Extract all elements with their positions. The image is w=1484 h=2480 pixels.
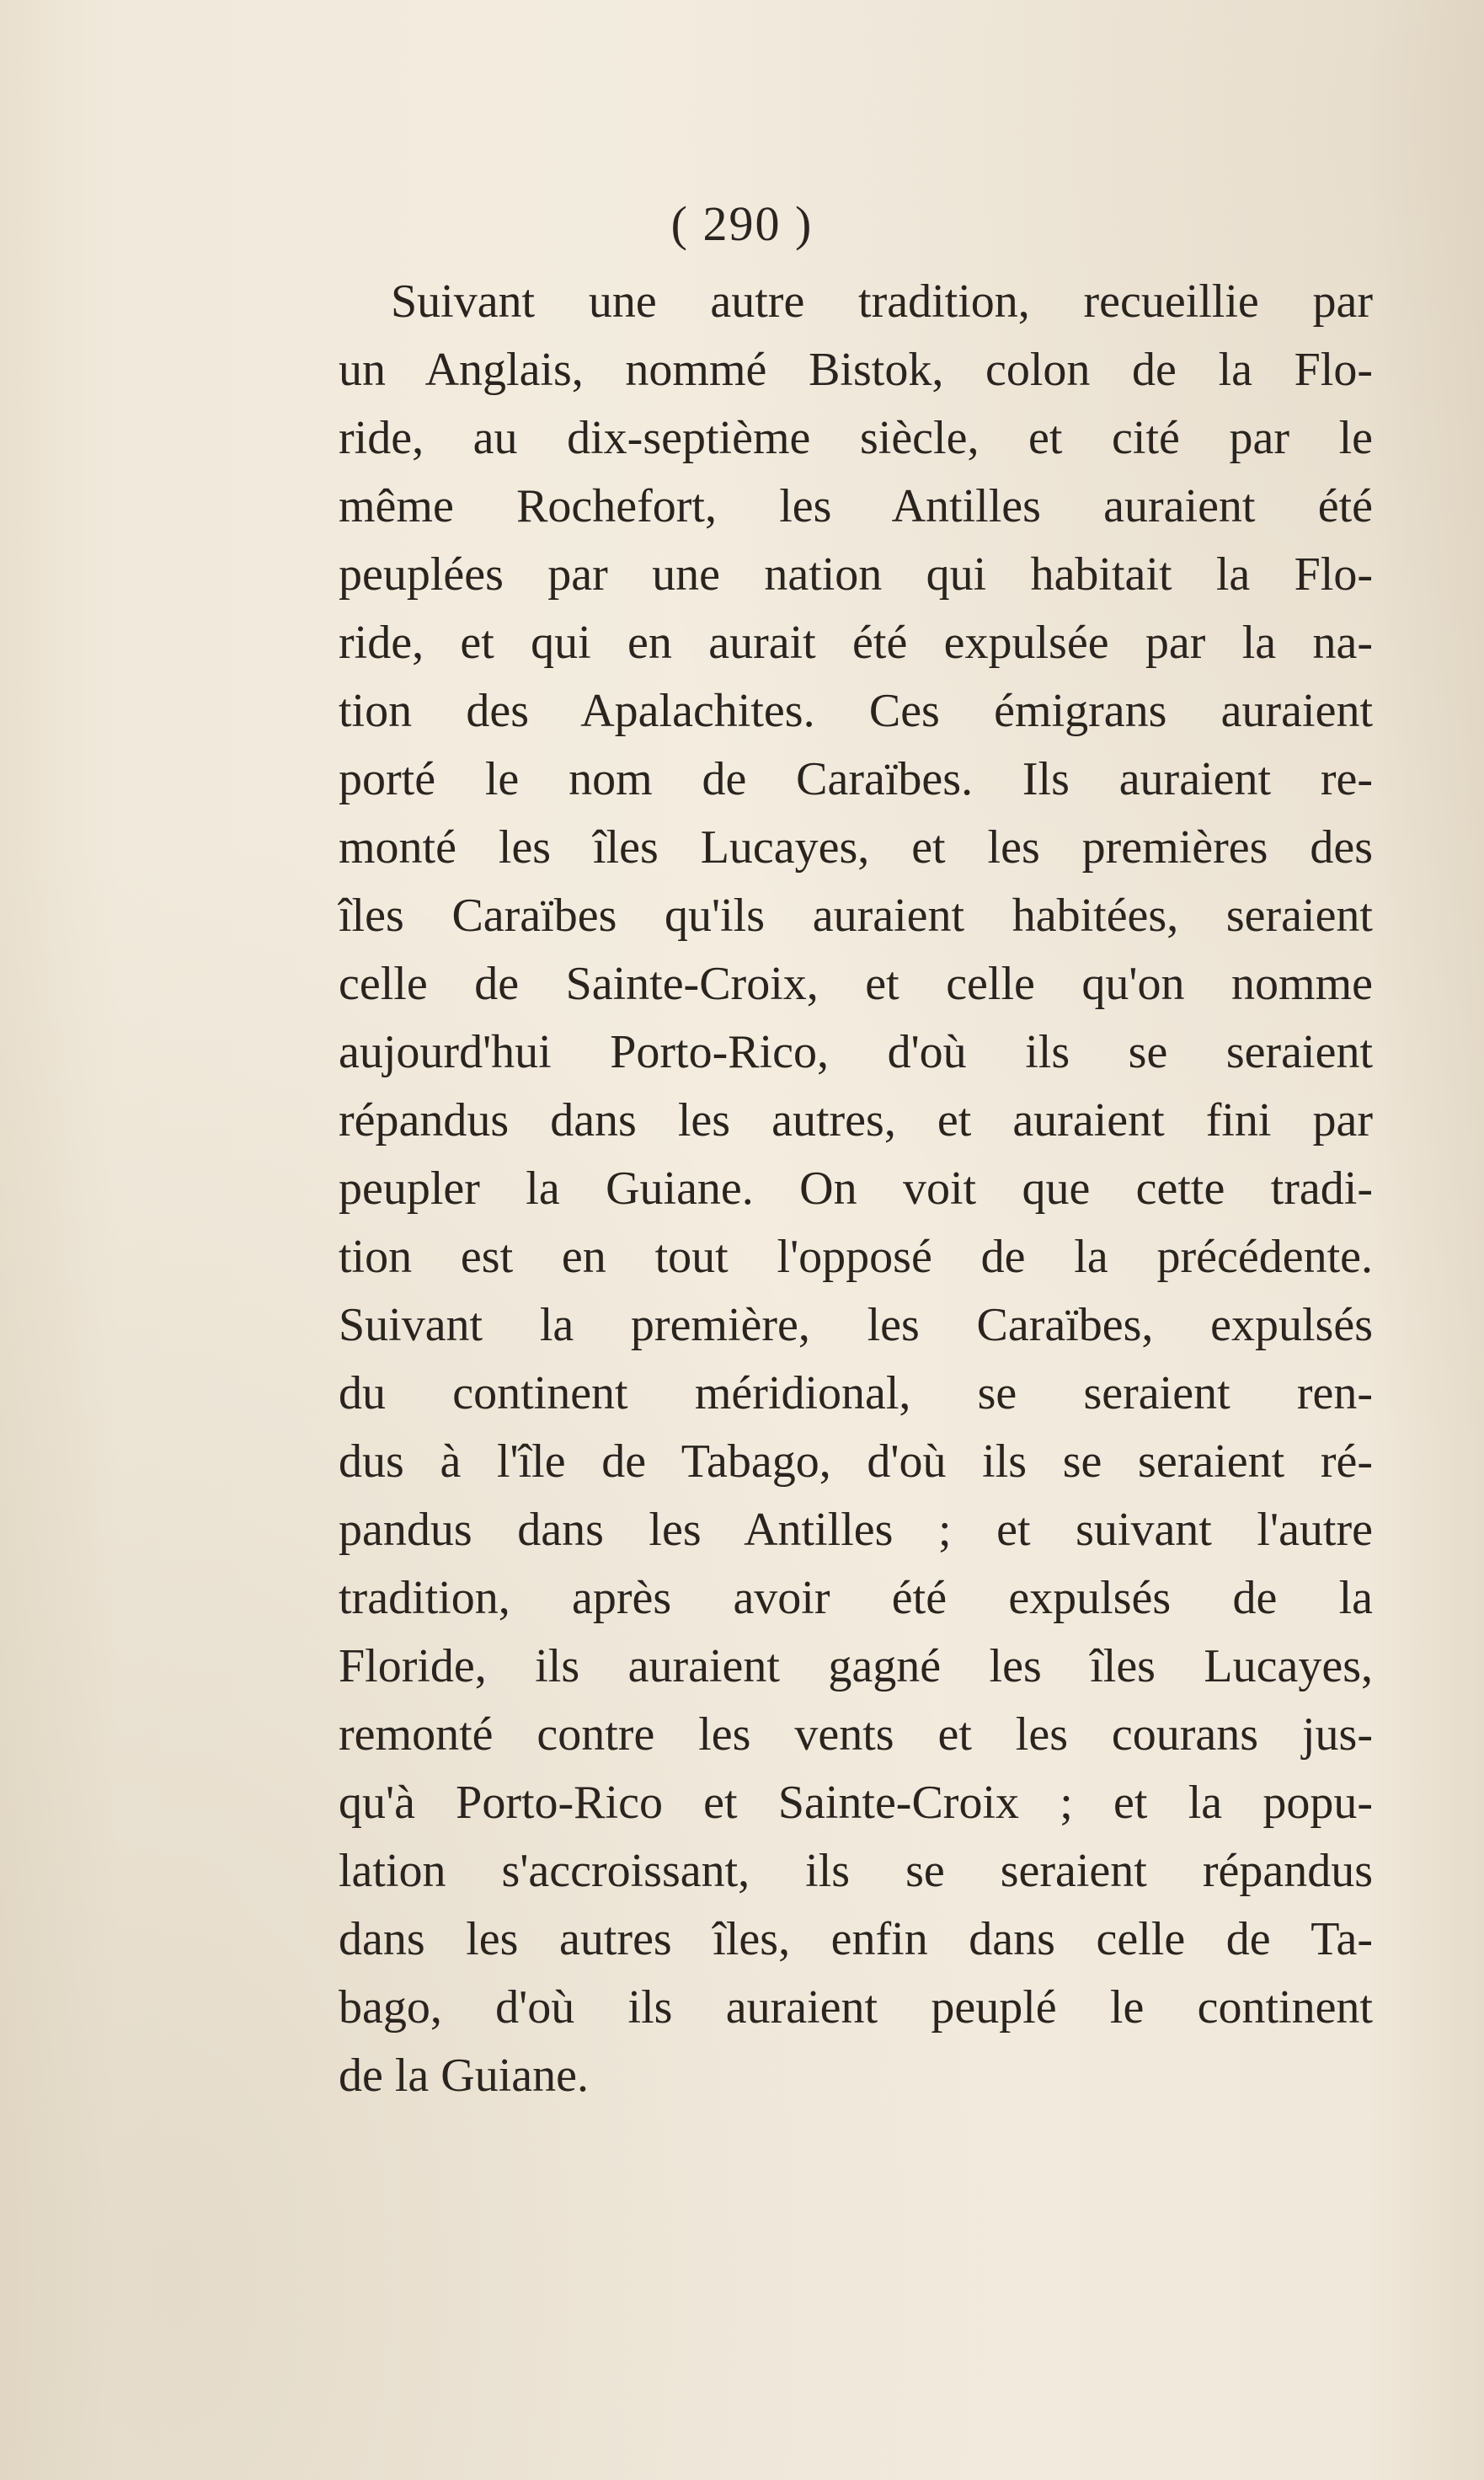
- text-line: qu'à Porto-Rico et Sainte-Croix ; et la popu-: [339, 1777, 1373, 1829]
- text-line: remonté contre les vents et les courans jus-: [339, 1708, 1373, 1761]
- text-line: bago, d'où ils auraient peuplé le continent: [339, 1981, 1373, 2034]
- text-line: répandus dans les autres, et auraient fini par: [339, 1094, 1373, 1146]
- text-line: ride, au dix-septième siècle, et cité par le: [339, 412, 1373, 464]
- text-line: de la Guiane.: [339, 2050, 589, 2102]
- text-line: monté les îles Lucayes, et les premières des: [339, 821, 1373, 874]
- text-line: celle de Sainte-Croix, et celle qu'on nomme: [339, 958, 1373, 1010]
- text-line: îles Caraïbes qu'ils auraient habitées, seraient: [339, 890, 1373, 942]
- page-number: ( 290 ): [670, 196, 814, 251]
- text-line: lation s'accroissant, ils se seraient répandus: [339, 1845, 1373, 1897]
- text-line: Floride, ils auraient gagné les îles Lucayes,: [339, 1640, 1373, 1692]
- text-line: un Anglais, nommé Bistok, colon de la Flo-: [339, 344, 1373, 396]
- text-line: ride, et qui en aurait été expulsée par la na-: [339, 617, 1373, 669]
- text-line: peuplées par une nation qui habitait la Flo-: [339, 548, 1373, 601]
- text-line: peupler la Guiane. On voit que cette tradi-: [339, 1162, 1373, 1215]
- text-line: Suivant une autre tradition, recueillie par: [391, 275, 1373, 328]
- paragraph: [339, 268, 1373, 2110]
- text-line: dans les autres îles, enfin dans celle de Ta-: [339, 1913, 1373, 1965]
- text-line: aujourd'hui Porto-Rico, d'où ils se seraient: [339, 1026, 1373, 1078]
- text-line: du continent méridional, se seraient ren-: [339, 1367, 1373, 1419]
- text-line: tion des Apalachites. Ces émigrans auraient: [339, 685, 1373, 737]
- text-line: tradition, après avoir été expulsés de la: [339, 1572, 1373, 1624]
- text-line: dus à l'île de Tabago, d'où ils se seraient ré-: [339, 1435, 1373, 1488]
- text-line: Suivant la première, les Caraïbes, expulsés: [339, 1299, 1373, 1351]
- text-line: même Rochefort, les Antilles auraient été: [339, 480, 1373, 532]
- text-line: pandus dans les Antilles ; et suivant l'autre: [339, 1504, 1373, 1556]
- text-line: porté le nom de Caraïbes. Ils auraient re-: [339, 753, 1373, 805]
- text-line: tion est en tout l'opposé de la précédente.: [339, 1231, 1373, 1283]
